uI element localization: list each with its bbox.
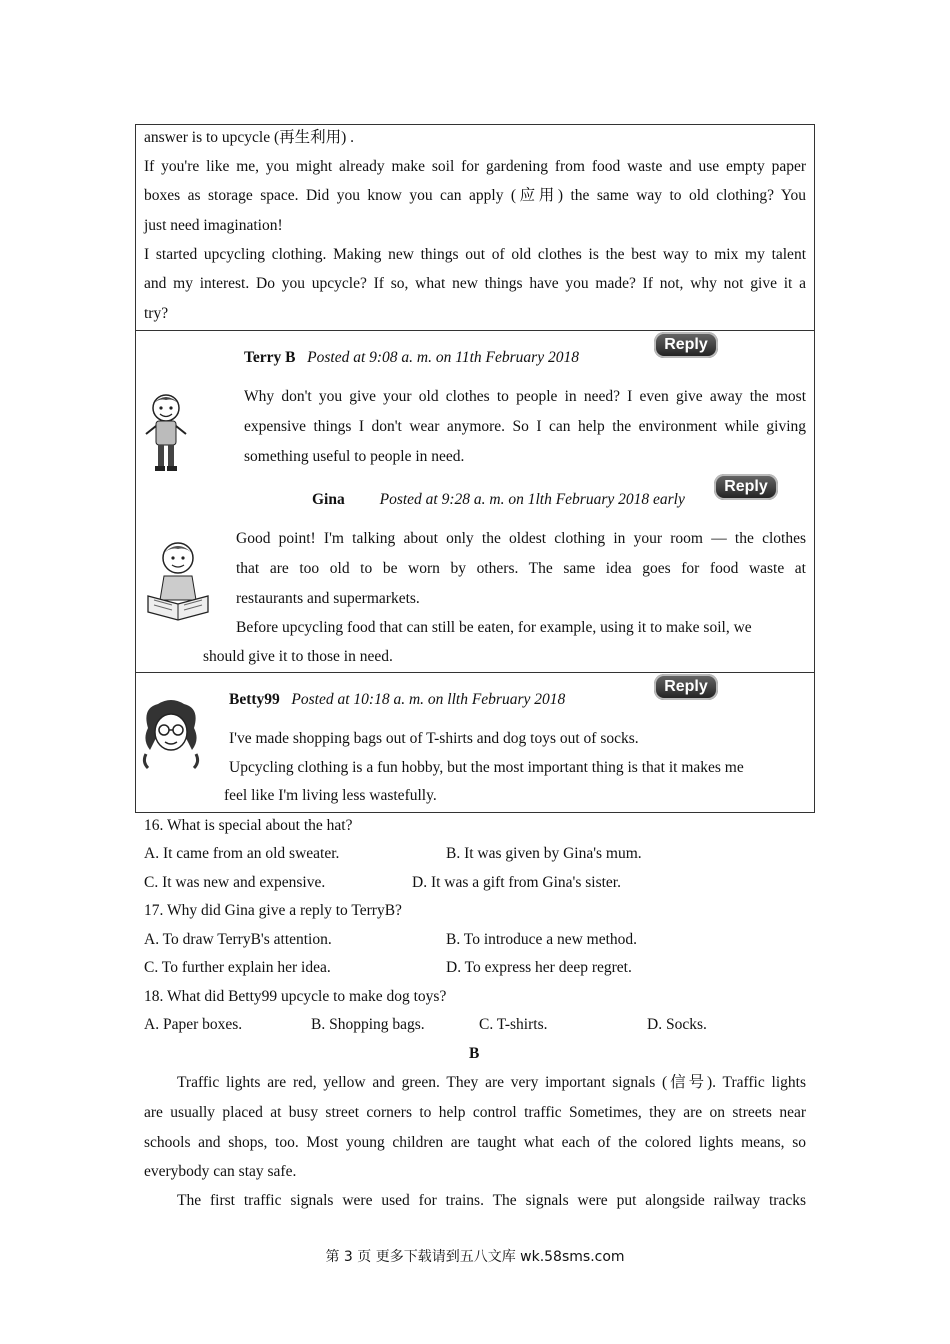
- terry-post-header: [244, 348, 579, 368]
- betty-post-header: [229, 690, 565, 710]
- intro-line: try?: [144, 305, 169, 322]
- question-18-option-b: B. Shopping bags.: [311, 1016, 425, 1033]
- gina-post-line: Good point! I'm talking about only the oldest clothing in your room — the clothes: [236, 530, 806, 547]
- betty-avatar-icon: [138, 698, 204, 770]
- betty-post-line: Upcycling clothing is a fun hobby, but the most important thing is that it makes me: [229, 759, 744, 776]
- intro-line: just need imagination!: [144, 217, 283, 234]
- section-b-line: Traffic lights are red, yellow and green. They are very important signals (信号). Traffic lights: [177, 1074, 806, 1091]
- question-16-stem: 16. What is special about the hat?: [144, 817, 353, 834]
- betty-timestamp: Posted at 10:18 a. m. on llth February 2018: [291, 691, 566, 708]
- terry-name: Terry B: [244, 349, 296, 366]
- posts-box-top-left: [135, 330, 648, 331]
- question-17-stem: 17. Why did Gina give a reply to TerryB?: [144, 902, 402, 919]
- section-b-line: everybody can stay safe.: [144, 1163, 297, 1180]
- intro-line: If you're like me, you might already make soil for gardening from food waste and use empty paper: [144, 158, 806, 175]
- page-footer: 第 3 页 更多下载请到五八文库 wk.58sms.com: [325, 1249, 625, 1265]
- terry-avatar-icon: [140, 390, 192, 474]
- betty-post-line: feel like I'm living less wastefully.: [224, 787, 437, 804]
- intro-line: I started upcycling clothing. Making new things out of old clothes is the best way to mix my talent: [144, 246, 806, 263]
- section-b-line: schools and shops, too. Most young children are taught what each of the colored lights means, so: [144, 1134, 806, 1151]
- question-17-option-b: B. To introduce a new method.: [446, 931, 638, 948]
- question-18-option-a: A. Paper boxes.: [144, 1016, 243, 1033]
- gina-reply-button[interactable]: Reply: [714, 474, 778, 500]
- terry-post-line: Why don't you give your old clothes to people in need? I even give away the most: [244, 388, 806, 405]
- posts-box-right-border: [814, 330, 815, 673]
- gina-name: Gina: [312, 491, 345, 508]
- betty-post-line: I've made shopping bags out of T-shirts and dog toys out of socks.: [229, 730, 639, 747]
- gina-post-line: restaurants and supermarkets.: [236, 590, 420, 607]
- question-16-option-b: B. It was given by Gina's mum.: [446, 845, 642, 862]
- betty-name: Betty99: [229, 691, 280, 708]
- question-18-option-c: C. T-shirts.: [479, 1016, 548, 1033]
- intro-line: answer is to upcycle (再生利用) .: [144, 129, 355, 146]
- gina-post-header: [312, 490, 685, 510]
- section-b-line: are usually placed at busy street corners to help control traffic Sometimes, they are on streets near: [144, 1104, 806, 1121]
- question-18-option-d: D. Socks.: [647, 1016, 707, 1033]
- terry-timestamp: Posted at 9:08 a. m. on 11th February 2018: [307, 349, 579, 366]
- posts-box-top-right: [720, 330, 815, 331]
- posts-box-left-border: [135, 330, 136, 673]
- terry-post-line: expensive things I don't wear anymore. So I can help the environment while giving: [244, 418, 806, 435]
- section-b-line: The first traffic signals were used for trains. The signals were put alongside railway tracks: [177, 1192, 806, 1209]
- intro-line: boxes as storage space. Did you know you can apply (应用) the same way to old clothing? You: [144, 187, 806, 204]
- section-b-heading: B: [469, 1045, 480, 1062]
- gina-avatar-icon: [142, 538, 214, 628]
- question-17-option-c: C. To further explain her idea.: [144, 959, 331, 976]
- gina-post-line: Before upcycling food that can still be eaten, for example, using it to make soil, we: [236, 619, 752, 636]
- intro-line: and my interest. Do you upcycle? If so, what new things have you made? If not, why not give it a: [144, 275, 806, 292]
- terry-reply-button[interactable]: Reply: [654, 332, 718, 358]
- gina-post-line: that are too old to be worn by others. The same idea goes for food waste at: [236, 560, 806, 577]
- question-17-option-a: A. To draw TerryB's attention.: [144, 931, 332, 948]
- terry-post-line: something useful to people in need.: [244, 448, 465, 465]
- gina-post-line: should give it to those in need.: [203, 648, 393, 665]
- question-16-option-d: D. It was a gift from Gina's sister.: [412, 874, 621, 891]
- question-16-option-c: C. It was new and expensive.: [144, 874, 326, 891]
- question-17-option-d: D. To express her deep regret.: [446, 959, 632, 976]
- question-16-option-a: A. It came from an old sweater.: [144, 845, 340, 862]
- question-18-stem: 18. What did Betty99 upcycle to make dog toys?: [144, 988, 447, 1005]
- betty-reply-button[interactable]: Reply: [654, 674, 718, 700]
- gina-timestamp: Posted at 9:28 a. m. on 1lth February 2018 early: [379, 491, 685, 508]
